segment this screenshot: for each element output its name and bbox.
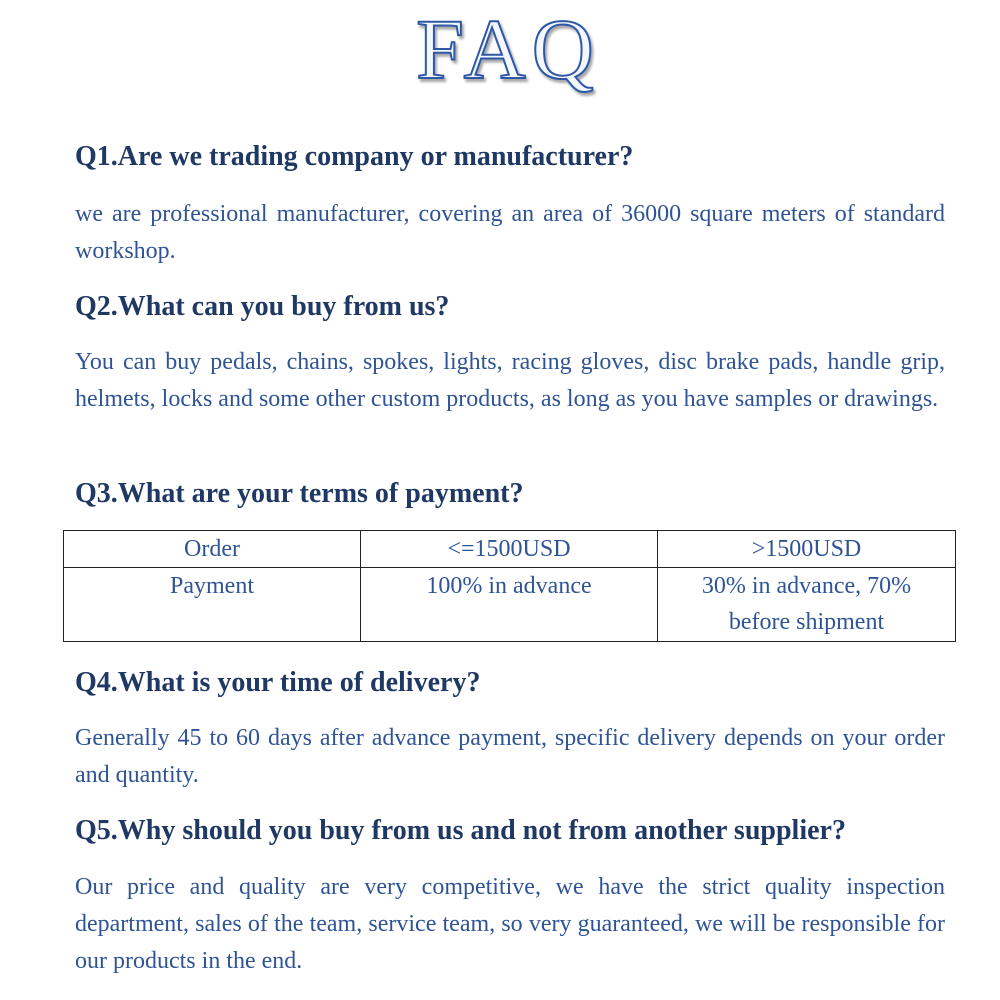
table-cell-order: Order — [64, 531, 361, 568]
table-cell-gt-1500: >1500USD — [658, 531, 956, 568]
answer-4: Generally 45 to 60 days after advance payment, specific delivery depends on your order and quantity. — [75, 725, 945, 788]
table-cell-le-1500: <=1500USD — [361, 531, 658, 568]
question-4: Q4.What is your time of delivery? — [75, 667, 481, 698]
faq-title-text: FAQ — [416, 1, 600, 97]
answer-5: Our price and quality are very competitive, we have the strict quality inspection department, sales of the team, service team, so very guaranteed, we will be responsible for our products in the end. — [75, 874, 945, 974]
answer-1: we are professional manufacturer, covering an area of 36000 square meters of standard workshop. — [75, 201, 945, 264]
split-payment-text: 30% in advance, 70% before shipment — [701, 573, 912, 635]
table-cell-full-advance: 100% in advance — [361, 568, 658, 642]
question-2: Q2.What can you buy from us? — [75, 291, 450, 322]
answer-2: You can buy pedals, chains, spokes, lights, racing gloves, disc brake pads, handle grip, helmets, locks and some other custom products, as long as you have samples or drawings. — [75, 349, 945, 412]
question-5: Q5.Why should you buy from us and not from another supplier? — [75, 815, 846, 846]
question-3: Q3.What are your terms of payment? — [75, 478, 524, 509]
faq-title-graphic — [0, 0, 1000, 110]
table-row — [64, 568, 956, 642]
faq-title — [0, 0, 1000, 110]
table-header-row — [64, 531, 956, 568]
question-1: Q1.Are we trading company or manufacturer? — [75, 141, 634, 172]
table-cell-split-payment — [658, 568, 956, 642]
payment-terms-table — [63, 530, 956, 642]
table-cell-payment: Payment — [64, 568, 361, 642]
